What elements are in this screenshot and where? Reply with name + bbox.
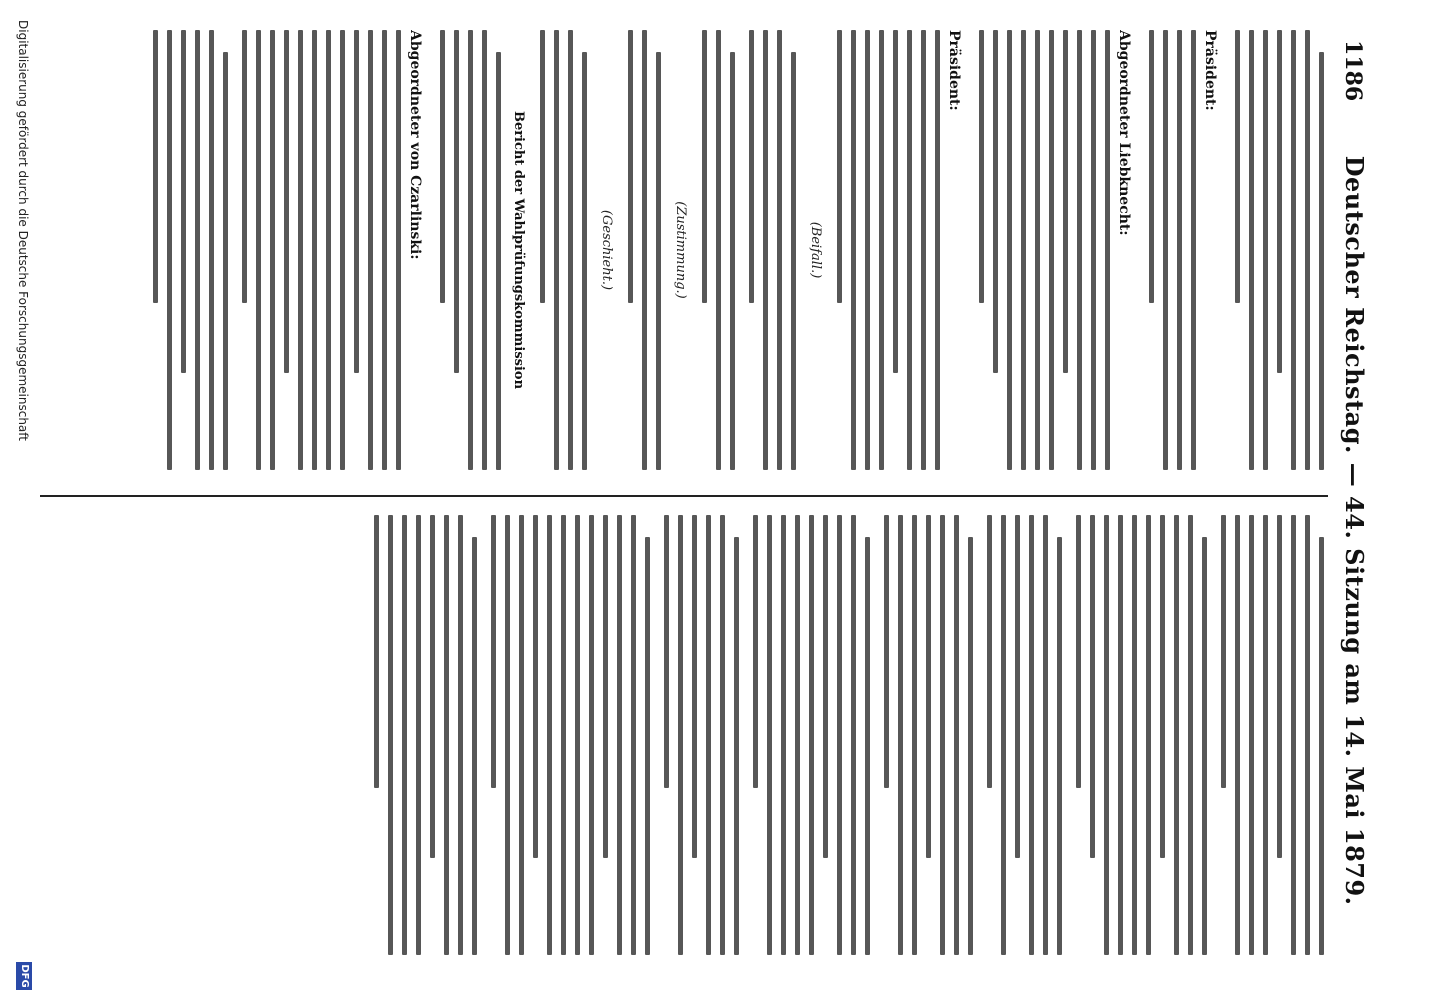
text-line	[1076, 515, 1081, 788]
speaker-label: Präsident:	[1202, 30, 1218, 111]
text-line	[1249, 30, 1254, 470]
text-line	[270, 30, 275, 470]
text-line	[893, 30, 898, 373]
text-paragraph	[987, 515, 1062, 955]
text-line	[1263, 30, 1268, 470]
text-paragraph	[884, 515, 973, 955]
text-line	[1118, 515, 1123, 955]
text-line	[440, 30, 445, 303]
right-column	[40, 515, 1324, 955]
text-line	[195, 30, 200, 470]
text-line	[1091, 30, 1096, 470]
text-line	[167, 30, 172, 470]
text-line	[791, 52, 796, 470]
text-line	[987, 515, 992, 788]
text-line	[645, 537, 650, 955]
text-line	[1090, 515, 1095, 858]
text-line	[1235, 30, 1240, 303]
credit-line: Digitalisierung gefördert durch die Deutsche Forschungsgemeinschaft	[16, 20, 30, 442]
stage-direction: (Zustimmung.)	[673, 201, 688, 299]
text-line	[468, 30, 473, 470]
text-line	[582, 52, 587, 470]
text-line	[935, 30, 940, 470]
text-line	[256, 30, 261, 470]
text-line	[496, 52, 501, 470]
text-line	[374, 515, 379, 788]
text-line	[1057, 537, 1062, 955]
text-line	[209, 30, 214, 470]
text-line	[1132, 515, 1137, 955]
text-line	[482, 30, 487, 470]
text-line	[1305, 515, 1310, 955]
text-line	[730, 52, 735, 470]
text-line	[454, 30, 459, 373]
text-line	[568, 30, 573, 470]
text-line	[1319, 52, 1324, 470]
text-line	[491, 515, 496, 788]
text-line	[628, 30, 633, 303]
text-line	[1021, 30, 1026, 470]
text-line	[603, 515, 608, 858]
text-line	[753, 515, 758, 788]
text-line	[907, 30, 912, 470]
text-line	[617, 515, 622, 955]
text-line	[354, 30, 359, 373]
text-line	[223, 52, 228, 470]
dfg-logo: DFG	[16, 962, 32, 990]
text-line	[837, 515, 842, 955]
text-line	[720, 515, 725, 955]
text-line	[1235, 515, 1240, 955]
text-line	[993, 30, 998, 373]
text-line	[912, 515, 917, 955]
text-line	[396, 30, 401, 470]
text-line	[1291, 515, 1296, 955]
text-line	[547, 515, 552, 955]
text-line	[1191, 30, 1196, 470]
text-line	[340, 30, 345, 470]
text-line	[402, 515, 407, 955]
text-line	[926, 515, 931, 858]
stage-direction: (Geschieht.)	[599, 209, 614, 291]
text-line	[1043, 515, 1048, 955]
page-header	[1340, 40, 1388, 960]
text-line	[781, 515, 786, 955]
text-line	[554, 30, 559, 470]
section-heading: Bericht der Wahlprüfungskommission	[511, 110, 526, 390]
text-line	[777, 30, 782, 470]
text-line	[837, 30, 842, 303]
text-line	[1146, 515, 1151, 955]
text-line	[1149, 30, 1154, 303]
text-line	[865, 30, 870, 470]
text-line	[1163, 30, 1168, 470]
text-line	[242, 30, 247, 303]
stage-direction: (Beifall.)	[808, 221, 823, 279]
text-line	[823, 515, 828, 858]
text-line	[505, 515, 510, 955]
text-paragraph	[749, 30, 796, 470]
text-line	[1160, 515, 1165, 858]
text-paragraph	[664, 515, 739, 955]
text-paragraph	[374, 515, 477, 955]
text-line	[879, 30, 884, 470]
text-line	[1015, 515, 1020, 858]
text-paragraph	[440, 30, 501, 470]
text-line	[561, 515, 566, 955]
text-paragraph	[540, 30, 587, 470]
text-line	[575, 515, 580, 955]
text-line	[1049, 30, 1054, 470]
text-line	[1291, 30, 1296, 470]
text-line	[326, 30, 331, 470]
text-line	[706, 515, 711, 955]
text-line	[656, 52, 661, 470]
text-line	[1001, 515, 1006, 955]
text-paragraph	[242, 30, 426, 470]
text-line	[284, 30, 289, 373]
text-line	[1305, 30, 1310, 470]
text-line	[898, 515, 903, 955]
text-line	[692, 515, 697, 858]
text-line	[851, 30, 856, 470]
text-line	[921, 30, 926, 470]
text-line	[954, 515, 959, 955]
text-paragraph	[1076, 515, 1207, 955]
text-line	[642, 30, 647, 470]
text-paragraph	[628, 30, 661, 470]
text-line	[795, 515, 800, 955]
text-line	[749, 30, 754, 303]
text-line	[1188, 515, 1193, 955]
text-line	[763, 30, 768, 470]
text-line	[1277, 515, 1282, 858]
text-line	[416, 515, 421, 955]
text-line	[444, 515, 449, 955]
page-number: 1186	[1340, 40, 1366, 102]
text-line	[1007, 30, 1012, 470]
speaker-label: Abgeordneter von Czarlinski:	[407, 30, 423, 260]
text-paragraph	[979, 30, 1135, 470]
text-line	[388, 515, 393, 955]
text-line	[540, 30, 545, 303]
text-line	[430, 515, 435, 858]
text-paragraph	[753, 515, 870, 955]
text-paragraph	[1221, 515, 1324, 955]
text-line	[1174, 515, 1179, 955]
text-line	[1263, 515, 1268, 955]
speaker-label: Abgeordneter Liebknecht:	[1116, 30, 1132, 236]
text-paragraph	[1235, 30, 1324, 470]
text-line	[1029, 515, 1034, 955]
text-line	[458, 515, 463, 955]
text-line	[1077, 30, 1082, 470]
running-title: Deutscher Reichstag. — 44. Sitzung am 14. Mai 1879.	[1340, 155, 1369, 906]
text-line	[631, 515, 636, 955]
text-line	[382, 30, 387, 470]
text-line	[1105, 30, 1110, 470]
text-line	[851, 515, 856, 955]
text-line	[533, 515, 538, 858]
text-line	[1202, 537, 1207, 955]
text-line	[940, 515, 945, 955]
text-line	[1319, 537, 1324, 955]
text-line	[734, 537, 739, 955]
text-line	[1063, 30, 1068, 373]
text-paragraph	[491, 515, 650, 955]
speaker-label: Präsident:	[946, 30, 962, 111]
text-line	[664, 515, 669, 788]
text-paragraph	[702, 30, 735, 470]
text-line	[153, 30, 158, 303]
text-line	[702, 30, 707, 303]
text-line	[181, 30, 186, 373]
text-paragraph	[1149, 30, 1221, 470]
text-line	[519, 515, 524, 955]
text-line	[979, 30, 984, 303]
text-line	[809, 515, 814, 955]
text-line	[1221, 515, 1226, 788]
text-line	[1104, 515, 1109, 955]
text-line	[298, 30, 303, 470]
text-paragraph	[837, 30, 965, 470]
text-paragraph	[153, 30, 228, 470]
text-line	[884, 515, 889, 788]
text-line	[678, 515, 683, 955]
text-line	[589, 515, 594, 955]
text-line	[312, 30, 317, 470]
text-line	[1035, 30, 1040, 470]
text-line	[1277, 30, 1282, 373]
column-divider	[40, 495, 1328, 497]
text-line	[716, 30, 721, 470]
text-line	[1249, 515, 1254, 955]
left-column	[40, 30, 1324, 470]
text-line	[472, 537, 477, 955]
text-line	[368, 30, 373, 470]
text-line	[1177, 30, 1182, 470]
text-line	[865, 537, 870, 955]
text-line	[968, 537, 973, 955]
text-line	[767, 515, 772, 955]
